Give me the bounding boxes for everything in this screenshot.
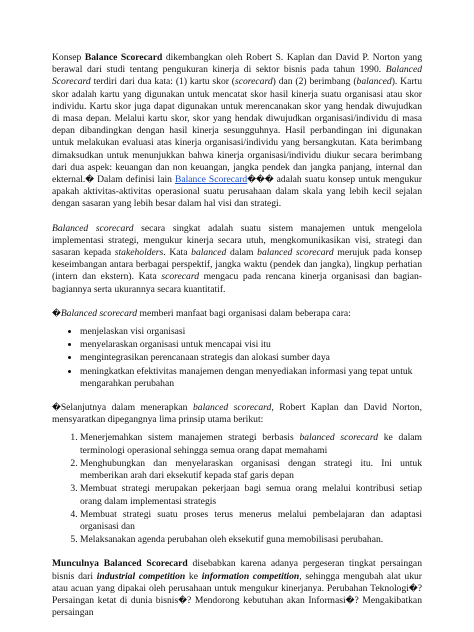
term-italic: Balanced scorecard bbox=[60, 307, 138, 319]
term-bold: Balance Scorecard bbox=[84, 52, 163, 63]
text: dikembangkan oleh Robert S. Kaplan dan David P. Norton yang berawal dari studi tentang pengukuran kinerja di sektor bisnis pada tahun 1990. bbox=[52, 52, 423, 76]
replacement-char: � bbox=[345, 595, 355, 606]
text: disebabkan karena adanya pergeseran tingkat persaingan bisnis dari bbox=[52, 558, 422, 582]
term-italic: Balanced Scorecard bbox=[52, 64, 422, 88]
list-item: • menyelaraskan organisasi untuk mencapai visi itu bbox=[80, 339, 422, 351]
text: Menerjemahkan sistem manajemen strategi berbasis bbox=[80, 432, 300, 444]
text: secara singkat adalah suatu sistem manajemen untuk mengelola implementasi strategi, mengukur kinerja secara utuh, mengkomunikasikan visi, strategi dan sasaran kepada bbox=[52, 222, 422, 259]
text: , sehingga mengubah alat ukur atau acuan yang dipakai oleh perusahaan untuk mengukur kinerjanya. Perubahan Teknologi bbox=[52, 570, 422, 594]
replacement-char: � bbox=[408, 583, 418, 594]
term-italic: balanced scorecard bbox=[257, 247, 334, 259]
list-item: • meningkatkan efektivitas manajemen dengan menyediakan informasi yang tepat untuk mengarahkan perubahan bbox=[80, 366, 422, 390]
text: merujuk pada konsep keseimbangan antara berbagai perspektif, jangka waktu (pendek dan jangka), lingkup perhatian (intern dan ekstern). Kata bbox=[52, 247, 423, 283]
text: dalam bbox=[226, 247, 258, 259]
benefits-list bbox=[52, 326, 422, 390]
paragraph-definition bbox=[52, 223, 422, 296]
term-italic: scorecard bbox=[235, 76, 273, 88]
term-italic: balanced scorecard bbox=[192, 402, 272, 414]
term-italic: scorecard bbox=[161, 271, 200, 283]
replacement-char: � bbox=[85, 175, 95, 186]
text: . Kata bbox=[163, 247, 192, 259]
paragraph-benefits-intro bbox=[52, 308, 422, 320]
paragraph-emergence bbox=[52, 558, 422, 619]
text: , Robert Kaplan dan David Norton, mensyaratkan dipegangnya lima prinsip utama berikut: bbox=[52, 402, 422, 426]
balance-scorecard-link[interactable]: Balance Scorecard bbox=[174, 174, 248, 186]
replacement-char: � bbox=[52, 308, 61, 319]
paragraph-principles-intro bbox=[52, 402, 422, 426]
list-item: • menjelaskan visi organisasi bbox=[80, 326, 422, 338]
list-item: 4. Membuat strategi suatu proses terus menerus melalui pembelajaran dan adaptasi organisasi dan bbox=[80, 509, 422, 533]
term-bold-italic: information competition bbox=[201, 570, 300, 582]
term-italic: balanced bbox=[191, 247, 227, 259]
term-bold: Munculnya Balanced Scorecard bbox=[52, 558, 188, 570]
text: Dalam definisi lain bbox=[94, 174, 175, 186]
text: ? Mengakibatkan persaingan bbox=[52, 594, 422, 619]
text: mengacu pada rencana kinerja organisasi dan bagian-bagiannya serta ukurannya secara kuantitatif. bbox=[52, 271, 422, 295]
text: adalah suatu konsep untuk mengukur apakah aktivitas-aktivitas operasional suatu perusahaan dalam skala yang lebih kecil sejalan dengan sasaran yang lebih besar dalam hal visi dan strategi. bbox=[52, 174, 422, 210]
term-bold-italic: industrial competition bbox=[96, 570, 186, 582]
text: ke bbox=[185, 570, 202, 582]
text: terdiri dari dua kata: (1) kartu skor ( bbox=[90, 76, 235, 88]
list-item: 3. Membuat strategi merupakan pekerjaan bagi semua orang melalui kontribusi setiap orang dalam implementasi strategis bbox=[80, 483, 422, 507]
text: ? Persaingan ketat di dunia bisnis bbox=[52, 582, 422, 606]
text: ). Kartu skor adalah kartu yang digunakan untuk mencatat skor hasil kinerja suatu organisasi atau skor individu. Kartu skor juga dapat digunakan untuk merencanakan skor yang hendak diwujudkan di masa depan. Melalui kartu skor, skor yang hendak diwujudkan organisasi/individu di masa depan dibandingkan dengan hasil kinerja sesungguhnya. Hasil perbandingan ini digunakan untuk melakukan evaluasi atas kinerja organisasi/individu yang bersangkutan. Kata berimbang dimaksudkan untuk menunjukkan bahwa kinerja organisasi/individu diukur secara berimbang dari dua aspek: keuangan dan non keuangan, jangka pendek dan jangka panjang, internal dan ekternal. bbox=[52, 76, 422, 186]
replacement-char: � bbox=[52, 403, 61, 414]
list-item: • mengintegrasikan perencanaan strategis dan alokasi sumber daya bbox=[80, 352, 422, 364]
paragraph-intro bbox=[52, 52, 422, 211]
replacement-char: ��� bbox=[247, 175, 274, 186]
term-italic: Balanced scorecard bbox=[52, 222, 134, 234]
term-italic: balanced bbox=[356, 76, 392, 88]
principles-list bbox=[52, 432, 422, 546]
list-item: 2. Menghubungkan dan menyelaraskan organisasi dengan strategi itu. Ini untuk memberikan arah dari eksekutif kepada staf garis depan bbox=[80, 458, 422, 482]
replacement-char: � bbox=[178, 595, 187, 606]
term-italic: stakeholders bbox=[114, 247, 164, 259]
text: Selanjutnya dalam menerapkan bbox=[60, 402, 193, 414]
text: ke dalam terminologi operasional sehingga semua orang dapat memahami bbox=[80, 432, 422, 456]
list-item: 5. Melaksanakan agenda perubahan oleh eksekutif guna memobilisasi perubahan. bbox=[80, 534, 422, 546]
text: Konsep bbox=[52, 52, 85, 63]
list-item bbox=[80, 432, 422, 456]
text: ? Mendorong kebutuhan akan Informasi bbox=[187, 594, 346, 606]
text: ) dan (2) berimbang ( bbox=[272, 76, 357, 88]
text: memberi manfaat bagi organisasi dalam beberapa cara: bbox=[137, 307, 351, 319]
term-italic: balanced scorecard bbox=[299, 432, 379, 444]
